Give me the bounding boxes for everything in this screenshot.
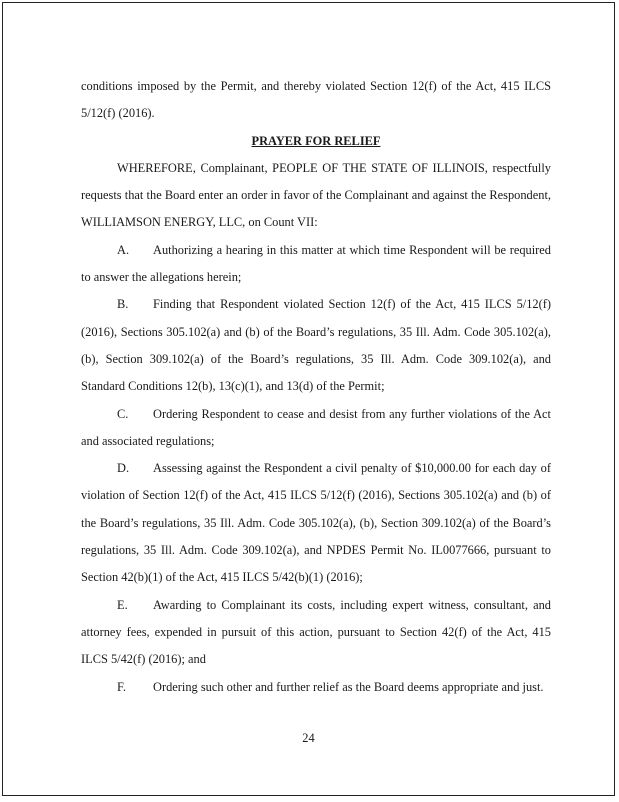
relief-item-e: [81, 592, 551, 674]
relief-item-f: [81, 674, 551, 701]
item-label: B.: [117, 297, 129, 312]
item-text: Finding that Respondent violated Section 12(f) of the Act, 415 ILCS 5/12(f) (2016), Sections 305.102(a) and (b) of the Board’s regulations, 35 Ill. Adm. Code 305.102(a), (b), Section 309.102(a) of the Board’s regulations, 35 Ill. Adm. Code 309.102(a), and Standard Conditions 12(b), 13(c)(1), and 13(d) of the Permit;: [81, 297, 551, 394]
relief-item-c: [81, 401, 551, 456]
item-text: Ordering Respondent to cease and desist from any further violations of the Act and associated regulations;: [81, 406, 551, 448]
item-label: E.: [117, 597, 128, 612]
item-label: F.: [117, 679, 126, 694]
page-number: 24: [302, 731, 315, 745]
continuation-paragraph: conditions imposed by the Permit, and thereby violated Section 12(f) of the Act, 415 ILCS 5/12(f) (2016).: [81, 79, 551, 121]
wherefore-paragraph: WHEREFORE, Complainant, PEOPLE OF THE STATE OF ILLINOIS, respectfully requests that the Board enter an order in favor of the Complainant and against the Respondent, WILLIAMSON ENERGY, LLC, on Count VII:: [81, 160, 551, 230]
document-page: [2, 2, 615, 796]
item-text: Authorizing a hearing in this matter at which time Respondent will be required to answer the allegations herein;: [81, 242, 551, 285]
item-text: Assessing against the Respondent a civil penalty of $10,000.00 for each day of violation of Section 12(f) of the Act, 415 ILCS 5/12(f) (2016), Sections 305.102(a) and (b) of the Board’s regulations, 35 Ill. Adm. Code 305.102(a), (b), Section 309.102(a) of the Board’s regulations, 35 Ill. Adm. Code 309.102(a), and NPDES Permit No. IL0077666, pursuant to Section 42(b)(1) of the Act, 415 ILCS 5/42(b)(1) (2016);: [81, 461, 551, 585]
relief-item-d: [81, 455, 551, 591]
item-label: D.: [117, 461, 130, 476]
section-heading: PRAYER FOR RELIEF: [251, 133, 381, 148]
item-label: C.: [117, 406, 129, 421]
item-text: Ordering such other and further relief as the Board deems appropriate and just.: [153, 679, 544, 694]
relief-item-a: [81, 237, 551, 292]
relief-item-b: [81, 291, 551, 400]
item-text: Awarding to Complainant its costs, including expert witness, consultant, and attorney fees, expended in pursuit of this action, pursuant to Section 42(f) of the Act, 415 ILCS 5/42(f) (2016); and: [81, 597, 551, 667]
item-label: A.: [117, 242, 130, 257]
document-body: [81, 73, 551, 701]
